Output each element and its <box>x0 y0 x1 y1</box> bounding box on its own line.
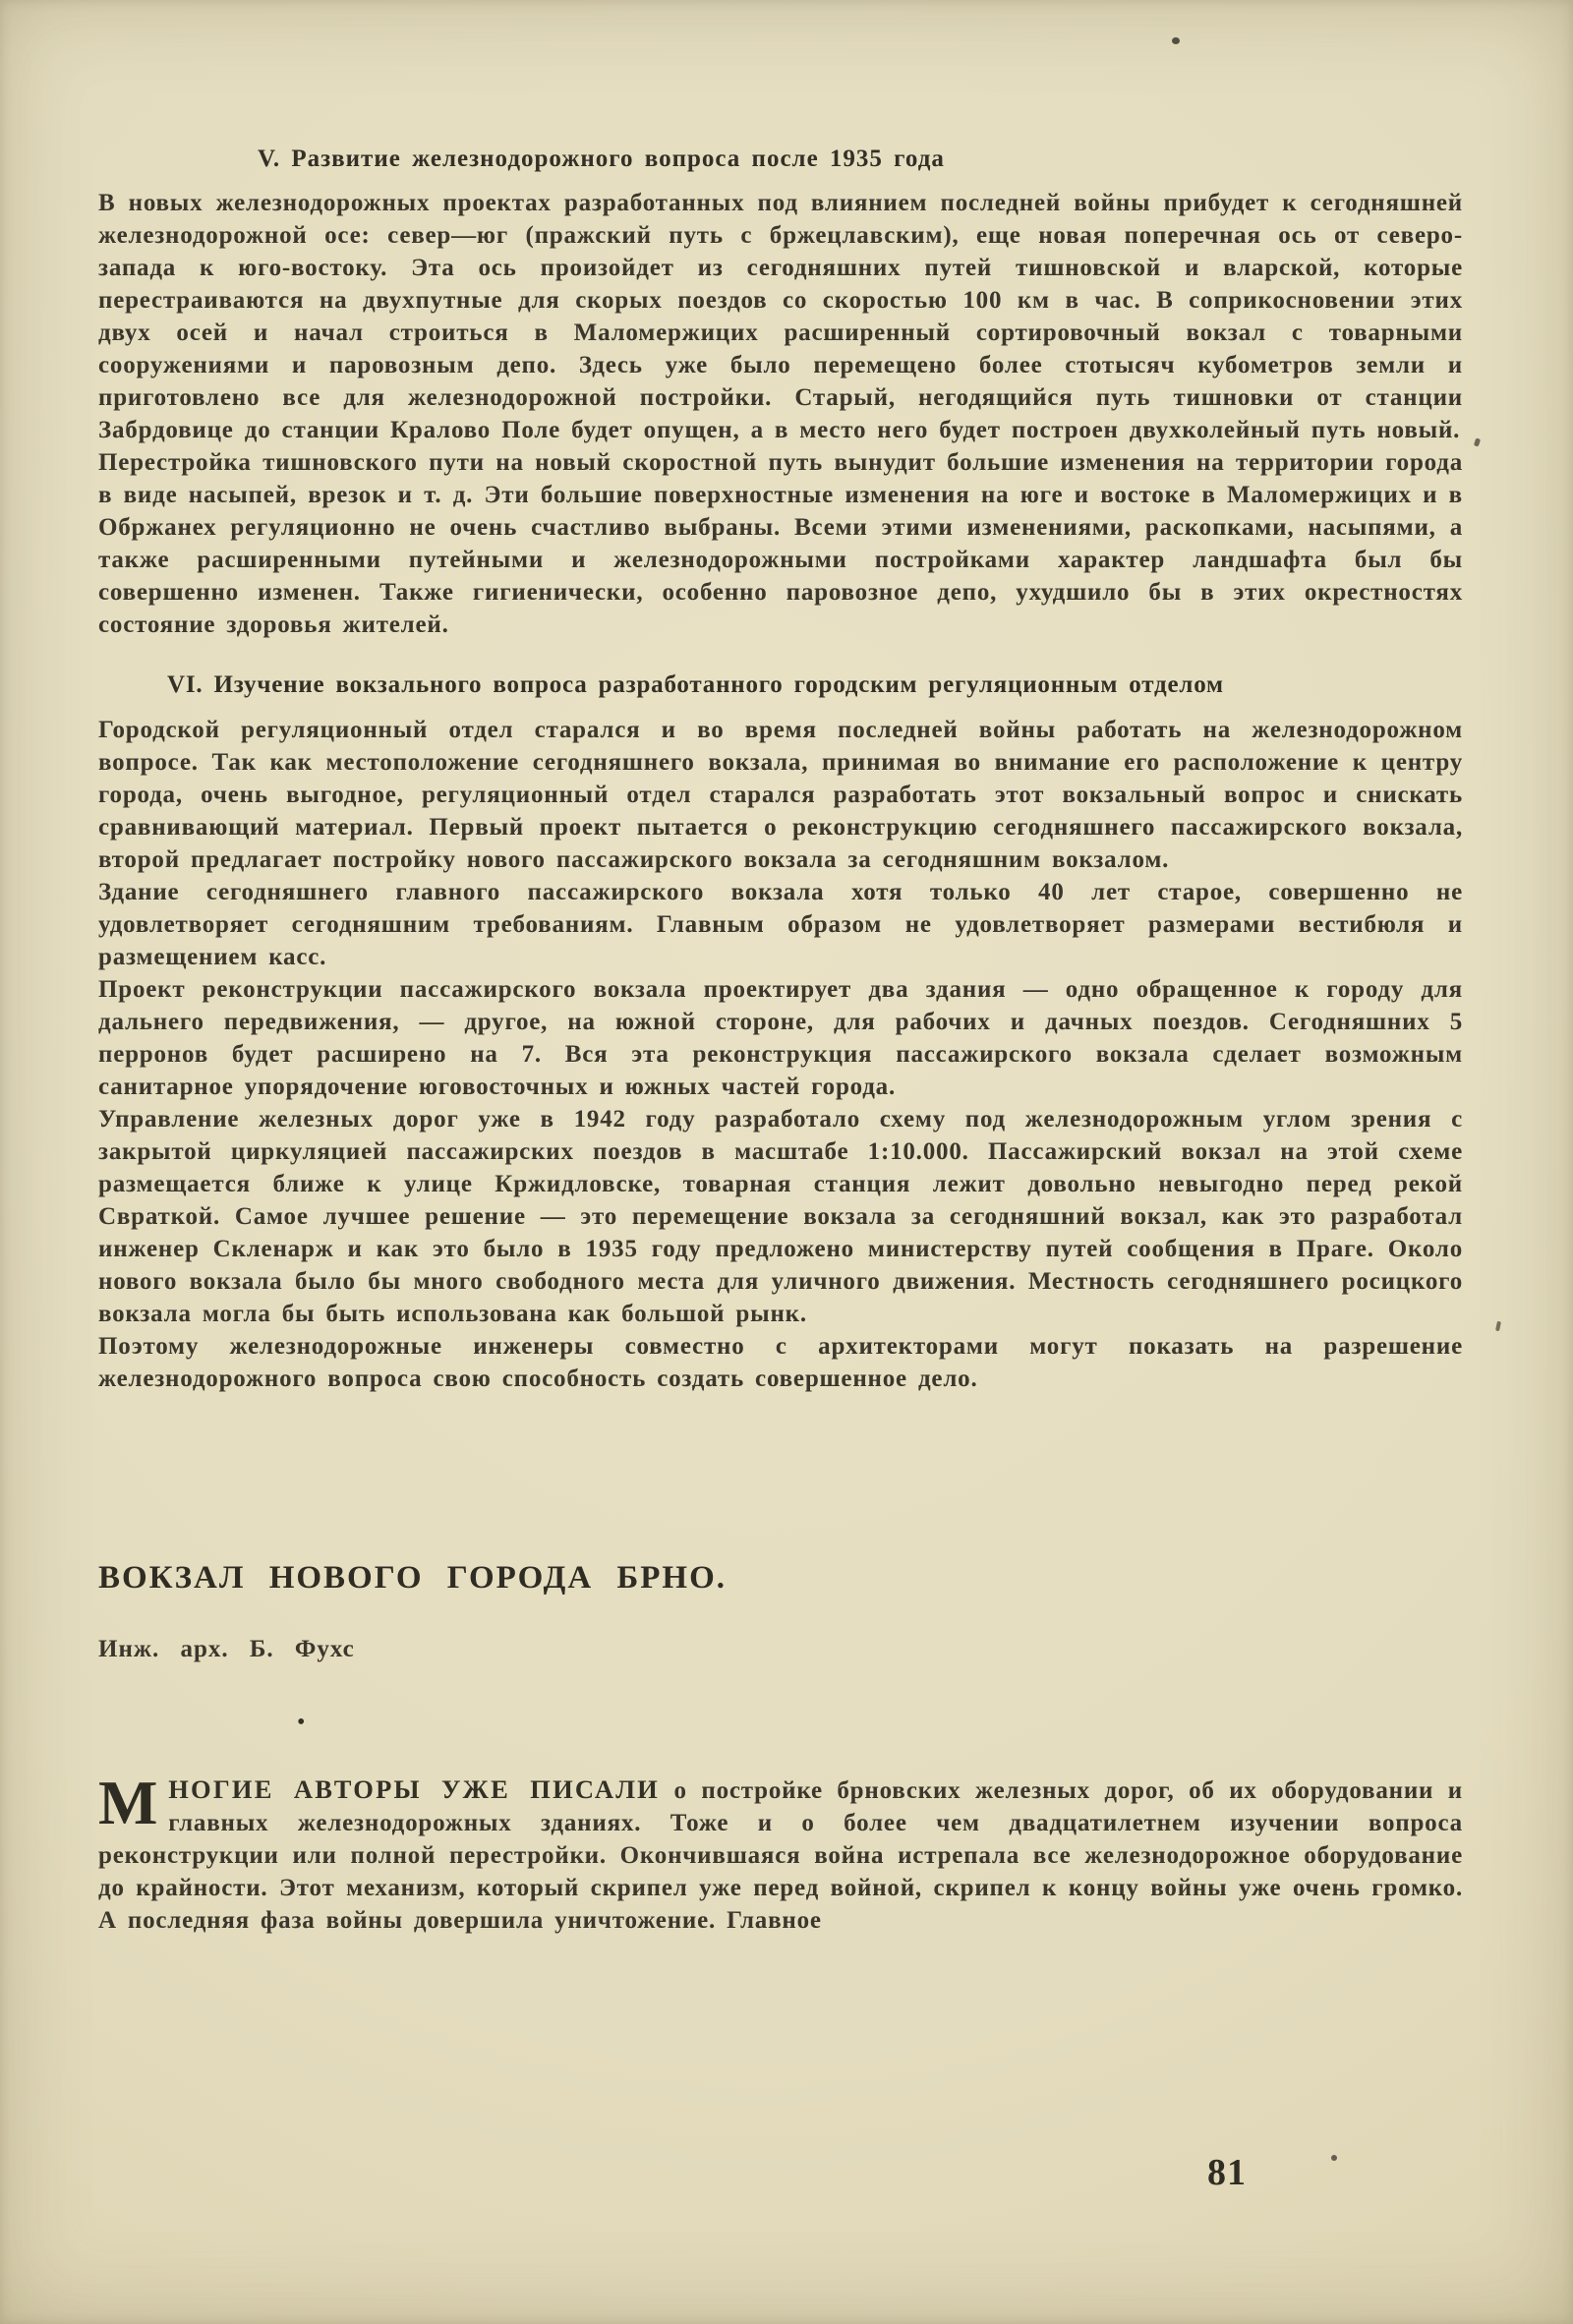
section-vi-paragraph-3: Проект реконструкции пассажирского вокзала проектирует два здания — одно обращенное к городу для дальнего передвижения, — другое, на южной стороне, для рабочих и дачных поездов. Сегодняшних 5 перронов будет расширено на 7. Вся эта реконструкция пассажирского вокзала сделает возможным санитарное упорядочение юговосточных и южных частей города. <box>98 976 1463 1100</box>
print-speck <box>1331 2155 1337 2161</box>
article-byline: Инж. арх. Б. Фухс <box>98 1636 355 1662</box>
section-vi-paragraph-2: Здание сегодняшнего главного пассажирского вокзала хотя только 40 лет старое, совершенно не удовлетворяет сегодняшним требованиям. Главным образом не удовлетворяет размерами вестибюля и размещением касс. <box>98 879 1463 970</box>
article-title: ВОКЗАЛ НОВОГО ГОРОДА БРНО. <box>98 1560 727 1596</box>
print-speck <box>1172 37 1180 44</box>
lead-paragraph <box>98 1768 1464 1937</box>
section-vi-paragraph-5: Поэтому железнодорожные инженеры совместно с архитекторами могут показать на разрешение железнодорожного вопроса свою способность создать совершенное дело. <box>98 1333 1463 1392</box>
print-speck <box>1495 1321 1501 1332</box>
bullet-mark: • <box>297 1710 306 1735</box>
print-speck <box>1474 437 1481 446</box>
section-vi-paragraph-4: Управление железных дорог уже в 1942 году разработало схему под железнодорожным углом зрения с закрытой циркуляцией пассажирских поездов в масштабе 1:10.000. Пассажирский вокзал на этой схеме размещается ближе к улице Кржидловске, товарная станция лежит довольно невыгодно перед рекой Свраткой. Самое лучшее решение — это перемещение вокзала за сегодняшний вокзал, как это разработал инженер Скленарж и как это было в 1935 году предложено министерству путей сообщения в Праге. Около нового вокзала было бы много свободного места для уличного движения. Местность сегодняшнего росицкого вокзала могла бы быть использована как большой рынк. <box>98 1106 1463 1327</box>
section-v-paragraph-2: Перестройка тишновского пути на новый скоростной путь вынудит большие изменения на территории города в виде насыпей, врезок и т. д. Эти большие поверхностные изменения на юге и востоке в Маломержицих и в Обржанех регуляционно не очень счастливо выбраны. Всеми этими изменениями, раскопками, насыпями, а также расширенными путейными и железнодорожными постройками характер ландшафта был бы совершенно изменен. Также гигиенически, особенно паровозное депо, ухудшило бы в этих окрестностях состояние здоровья жителей. <box>98 449 1463 638</box>
section-vi-heading: VI. Изучение вокзального вопроса разработанного городским регуляционным отделом <box>167 671 1224 698</box>
lead-smallcaps: НОГИЕ АВТОРЫ УЖЕ ПИСАЛИ <box>168 1774 660 1804</box>
drop-cap-initial: М <box>98 1768 159 1837</box>
section-v-heading: V. Развитие железнодорожного вопроса после 1935 года <box>258 145 945 172</box>
section-vi-paragraph-1: Городской регуляционный отдел старался и во время последней войны работать на железнодорожном вопросе. Так как местоположение сегодняшнего вокзала, принимая во внимание его расположение к центру города, очень выгодное, регуляционный отдел старался разработать этот вокзальный вопрос и снискать сравнивающий материал. Первый проект пытается о реконструкцию сегодняшнего пассажирского вокзала, второй предлагает постройку нового пассажирского вокзала за сегодняшним вокзалом. <box>98 717 1463 873</box>
page-number: 81 <box>1207 2152 1247 2193</box>
section-v-paragraph-1: В новых железнодорожных проектах разработанных под влиянием последней войны прибудет к сегодняшней железнодорожной осе: север—юг (пражский путь с бржецлавским), еще новая поперечная ось от северо-запада к юго-востоку. Эта ось произойдет из сегодняшних путей тишновской и вларской, которые перестраиваются на двухпутные для скорых поездов со скоростью 100 км в час. В соприкосновении этих двух осей и начал строиться в Маломержицих расширенный сортировочный вокзал с товарными сооружениями и паровозным депо. Здесь уже было перемещено более стотысяч кубометров земли и приготовлено все для железнодорожной постройки. Старый, негодящийся путь тишновки от станции Забрдовице до станции Кралово Поле будет опущен, а в место него будет построен двухколейный путь новый. <box>98 190 1463 443</box>
lead-text: о постройке брновских железных дорог, об их оборудовании и главных железнодорожных зданиях. Тоже и о более чем двадцатилетнем изучении вопроса реконструкции или полной перестройки. Окончившаяся война истрепала все железнодорожное оборудование до крайности. Этот механизм, который скрипел уже перед войной, скрипел к концу войны уже очень громко. А последняя фаза войны довершила уничтожение. Главное <box>98 1777 1464 1934</box>
